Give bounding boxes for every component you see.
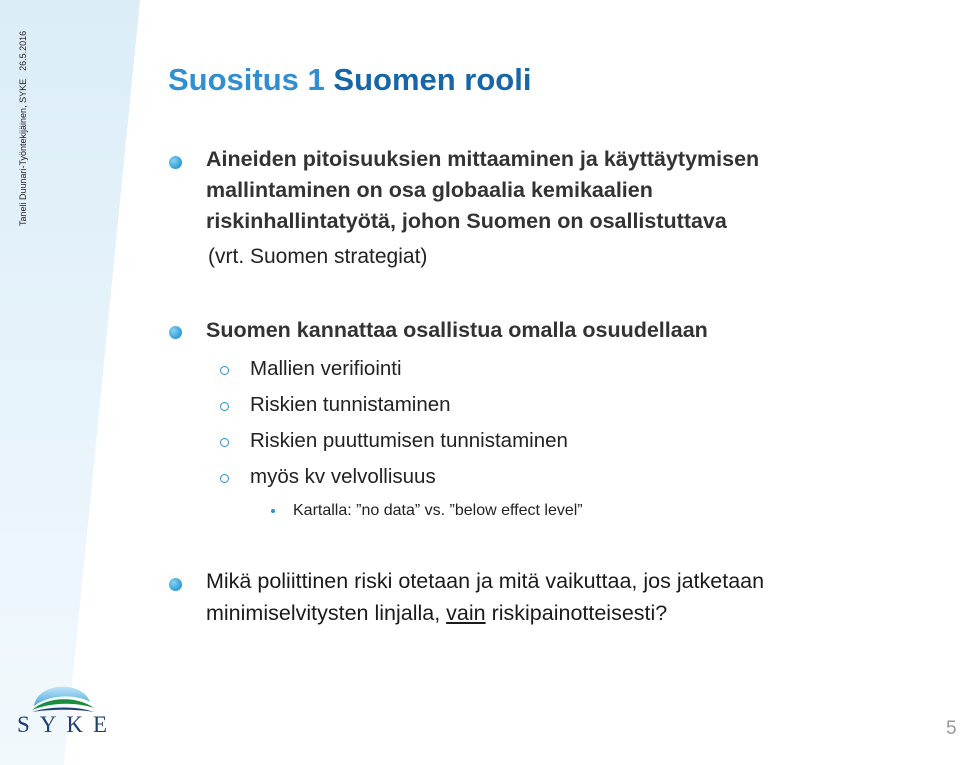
- bullet-icon: [169, 326, 182, 339]
- sub-item-1: Mallien verifiointi: [250, 357, 402, 380]
- bullet-1-note: (vrt. Suomen strategiat): [208, 245, 428, 268]
- sub-sub-item: Kartalla: ”no data” vs. ”below effect level”: [293, 502, 583, 519]
- title-part2: Suomen rooli: [333, 62, 532, 97]
- sub-sub-bullet-icon: [271, 509, 275, 513]
- bullet-3-line-2: [206, 597, 667, 629]
- date-label: 26.5.2016: [18, 30, 28, 71]
- page-number: 5: [946, 718, 957, 739]
- sub-bullet-icon: [220, 402, 229, 411]
- sub-bullet-icon: [220, 438, 229, 447]
- title-part1: Suositus 1: [168, 62, 325, 97]
- sub-bullet-icon: [220, 366, 229, 375]
- author-date-label: [18, 31, 28, 226]
- bullet-3-line-2-end: riskipainotteisesti?: [485, 601, 668, 625]
- sub-bullet-icon: [220, 474, 229, 483]
- bullet-1-line-2: mallintaminen on osa globaalia kemikaalien: [206, 178, 653, 202]
- bullet-3-underlined-word: vain: [446, 601, 486, 625]
- syke-logo-text: SYKE: [17, 712, 118, 737]
- slide-title: [168, 62, 531, 98]
- bullet-icon: [169, 156, 182, 169]
- sub-item-3: Riskien puuttumisen tunnistaminen: [250, 429, 568, 452]
- author-label: Taneli Duunari-Työntekijäinen, SYKE: [18, 78, 28, 226]
- sub-item-4: myös kv velvollisuus: [250, 465, 436, 488]
- sub-item-2: Riskien tunnistaminen: [250, 393, 451, 416]
- bullet-3-line-1: Mikä poliittinen riski otetaan ja mitä vaikuttaa, jos jatketaan: [206, 569, 765, 593]
- bullet-2-text: Suomen kannattaa osallistua omalla osuudellaan: [206, 318, 708, 342]
- bullet-1-line-3: riskinhallintatyötä, johon Suomen on osallistuttava: [206, 209, 727, 233]
- bullet-icon: [169, 578, 182, 591]
- bullet-1-line-1: Aineiden pitoisuuksien mittaaminen ja käyttäytymisen: [206, 147, 760, 171]
- bullet-3-line-2-start: minimiselvitysten linjalla,: [206, 601, 447, 625]
